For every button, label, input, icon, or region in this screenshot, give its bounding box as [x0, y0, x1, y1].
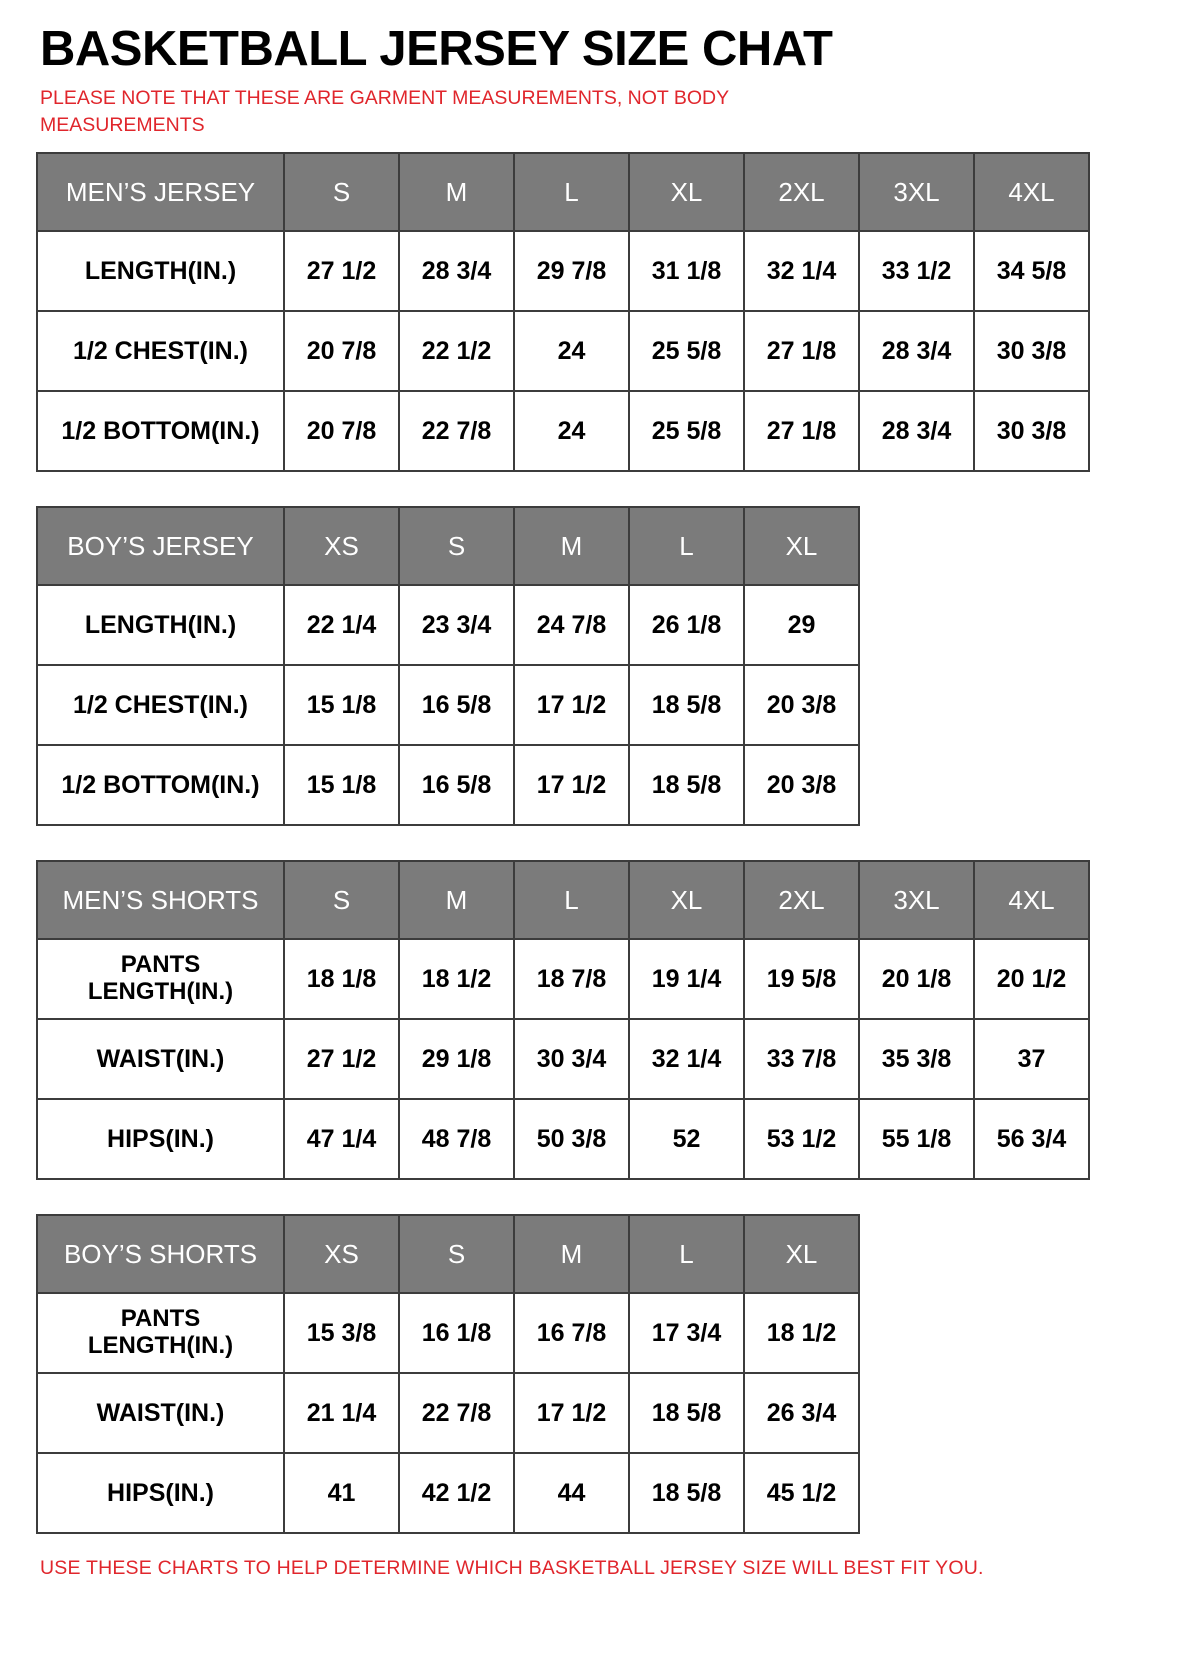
cell-pants-length-m: 16 7/8 — [514, 1293, 629, 1373]
cell-bottom-xl: 20 3/8 — [744, 745, 859, 825]
cell-length-l: 26 1/8 — [629, 585, 744, 665]
cell-waist-xl: 32 1/4 — [629, 1019, 744, 1099]
table-row — [37, 939, 1089, 1019]
cell-waist-s: 27 1/2 — [284, 1019, 399, 1099]
table-row — [37, 1293, 859, 1373]
cell-bottom-m: 17 1/2 — [514, 745, 629, 825]
cell-chest-s: 16 5/8 — [399, 665, 514, 745]
table-row — [37, 1019, 1089, 1099]
table-row — [37, 1373, 859, 1453]
header-size-m: M — [514, 507, 629, 585]
cell-bottom-s: 16 5/8 — [399, 745, 514, 825]
cell-bottom-xl: 25 5/8 — [629, 391, 744, 471]
cell-length-4xl: 34 5/8 — [974, 231, 1089, 311]
header-size-s: S — [399, 507, 514, 585]
cell-hips-4xl: 56 3/4 — [974, 1099, 1089, 1179]
table-boys-shorts — [36, 1214, 860, 1534]
cell-hips-2xl: 53 1/2 — [744, 1099, 859, 1179]
cell-chest-3xl: 28 3/4 — [859, 311, 974, 391]
cell-waist-2xl: 33 7/8 — [744, 1019, 859, 1099]
cell-hips-m: 44 — [514, 1453, 629, 1533]
row-label-half-bottom: 1/2 BOTTOM(IN.) — [37, 391, 284, 471]
table-header-row — [37, 507, 859, 585]
table-row — [37, 391, 1089, 471]
header-size-l: L — [514, 861, 629, 939]
cell-pants-length-3xl: 20 1/8 — [859, 939, 974, 1019]
cell-chest-2xl: 27 1/8 — [744, 311, 859, 391]
header-size-xs: XS — [284, 507, 399, 585]
cell-pants-length-l: 18 7/8 — [514, 939, 629, 1019]
table-header-row — [37, 1215, 859, 1293]
row-label-line1: PANTS — [120, 951, 201, 979]
cell-chest-l: 24 — [514, 311, 629, 391]
table-header-row — [37, 153, 1089, 231]
row-label-half-chest: 1/2 CHEST(IN.) — [37, 311, 284, 391]
cell-length-s: 23 3/4 — [399, 585, 514, 665]
cell-length-s: 27 1/2 — [284, 231, 399, 311]
cell-pants-length-l: 17 3/4 — [629, 1293, 744, 1373]
cell-bottom-l: 18 5/8 — [629, 745, 744, 825]
cell-hips-s: 47 1/4 — [284, 1099, 399, 1179]
cell-hips-l: 50 3/8 — [514, 1099, 629, 1179]
header-size-3xl: 3XL — [859, 861, 974, 939]
cell-bottom-xs: 15 1/8 — [284, 745, 399, 825]
cell-length-xl: 29 — [744, 585, 859, 665]
page-title: BASKETBALL JERSEY SIZE CHAT — [40, 22, 833, 76]
row-label-pants-length — [37, 939, 284, 1019]
header-size-s: S — [284, 861, 399, 939]
cell-hips-xl: 45 1/2 — [744, 1453, 859, 1533]
cell-hips-l: 18 5/8 — [629, 1453, 744, 1533]
row-label-waist: WAIST(IN.) — [37, 1373, 284, 1453]
row-label-hips: HIPS(IN.) — [37, 1099, 284, 1179]
measurement-note: PLEASE NOTE THAT THESE ARE GARMENT MEASUREMENTS, NOT BODY MEASUREMENTS — [40, 87, 729, 136]
table-row — [37, 585, 859, 665]
header-size-xl: XL — [629, 153, 744, 231]
header-boys-jersey: BOY’S JERSEY — [37, 507, 284, 585]
header-mens-shorts: MEN’S SHORTS — [37, 861, 284, 939]
header-size-s: S — [399, 1215, 514, 1293]
cell-pants-length-4xl: 20 1/2 — [974, 939, 1089, 1019]
cell-chest-s: 20 7/8 — [284, 311, 399, 391]
row-label-line2: LENGTH(IN.) — [87, 978, 234, 1006]
cell-waist-3xl: 35 3/8 — [859, 1019, 974, 1099]
cell-length-3xl: 33 1/2 — [859, 231, 974, 311]
row-label-length: LENGTH(IN.) — [37, 231, 284, 311]
cell-waist-l: 30 3/4 — [514, 1019, 629, 1099]
header-size-4xl: 4XL — [974, 153, 1089, 231]
cell-bottom-3xl: 28 3/4 — [859, 391, 974, 471]
cell-chest-xs: 15 1/8 — [284, 665, 399, 745]
header-boys-shorts: BOY’S SHORTS — [37, 1215, 284, 1293]
table-row — [37, 665, 859, 745]
header-size-s: S — [284, 153, 399, 231]
cell-pants-length-2xl: 19 5/8 — [744, 939, 859, 1019]
row-label-waist: WAIST(IN.) — [37, 1019, 284, 1099]
cell-bottom-4xl: 30 3/8 — [974, 391, 1089, 471]
row-label-length: LENGTH(IN.) — [37, 585, 284, 665]
header-size-2xl: 2XL — [744, 153, 859, 231]
cell-bottom-l: 24 — [514, 391, 629, 471]
table-mens-shorts — [36, 860, 1090, 1180]
cell-chest-4xl: 30 3/8 — [974, 311, 1089, 391]
row-label-half-bottom: 1/2 BOTTOM(IN.) — [37, 745, 284, 825]
cell-pants-length-s: 18 1/8 — [284, 939, 399, 1019]
table-boys-jersey — [36, 506, 860, 826]
table-row — [37, 1099, 1089, 1179]
cell-chest-l: 18 5/8 — [629, 665, 744, 745]
cell-hips-xl: 52 — [629, 1099, 744, 1179]
cell-length-xs: 22 1/4 — [284, 585, 399, 665]
cell-chest-xl: 25 5/8 — [629, 311, 744, 391]
cell-waist-s: 22 7/8 — [399, 1373, 514, 1453]
table-header-row — [37, 861, 1089, 939]
header-size-l: L — [629, 1215, 744, 1293]
table-row — [37, 1453, 859, 1533]
cell-chest-m: 17 1/2 — [514, 665, 629, 745]
cell-pants-length-xl: 19 1/4 — [629, 939, 744, 1019]
cell-pants-length-xl: 18 1/2 — [744, 1293, 859, 1373]
header-size-2xl: 2XL — [744, 861, 859, 939]
cell-waist-m: 17 1/2 — [514, 1373, 629, 1453]
table-mens-jersey — [36, 152, 1090, 472]
cell-length-2xl: 32 1/4 — [744, 231, 859, 311]
cell-chest-xl: 20 3/8 — [744, 665, 859, 745]
row-label-line2: LENGTH(IN.) — [87, 1332, 234, 1360]
cell-pants-length-s: 16 1/8 — [399, 1293, 514, 1373]
cell-hips-s: 42 1/2 — [399, 1453, 514, 1533]
cell-pants-length-xs: 15 3/8 — [284, 1293, 399, 1373]
header-size-xl: XL — [744, 1215, 859, 1293]
cell-pants-length-m: 18 1/2 — [399, 939, 514, 1019]
cell-length-m: 24 7/8 — [514, 585, 629, 665]
cell-hips-xs: 41 — [284, 1453, 399, 1533]
row-label-hips: HIPS(IN.) — [37, 1453, 284, 1533]
header-size-l: L — [514, 153, 629, 231]
header-size-m: M — [514, 1215, 629, 1293]
header-size-xl: XL — [629, 861, 744, 939]
header-size-m: M — [399, 861, 514, 939]
table-row — [37, 311, 1089, 391]
header-size-4xl: 4XL — [974, 861, 1089, 939]
cell-waist-xl: 26 3/4 — [744, 1373, 859, 1453]
cell-hips-m: 48 7/8 — [399, 1099, 514, 1179]
table-row — [37, 745, 859, 825]
header-mens-jersey: MEN’S JERSEY — [37, 153, 284, 231]
cell-bottom-s: 20 7/8 — [284, 391, 399, 471]
row-label-pants-length — [37, 1293, 284, 1373]
header-size-xl: XL — [744, 507, 859, 585]
footer-note: USE THESE CHARTS TO HELP DETERMINE WHICH BASKETBALL JERSEY SIZE WILL BEST FIT YOU. — [40, 1557, 984, 1580]
header-size-l: L — [629, 507, 744, 585]
cell-length-m: 28 3/4 — [399, 231, 514, 311]
cell-hips-3xl: 55 1/8 — [859, 1099, 974, 1179]
cell-waist-4xl: 37 — [974, 1019, 1089, 1099]
table-row — [37, 231, 1089, 311]
cell-bottom-m: 22 7/8 — [399, 391, 514, 471]
cell-waist-l: 18 5/8 — [629, 1373, 744, 1453]
cell-waist-xs: 21 1/4 — [284, 1373, 399, 1453]
cell-waist-m: 29 1/8 — [399, 1019, 514, 1099]
cell-length-xl: 31 1/8 — [629, 231, 744, 311]
header-size-xs: XS — [284, 1215, 399, 1293]
cell-bottom-2xl: 27 1/8 — [744, 391, 859, 471]
row-label-line1: PANTS — [120, 1305, 201, 1333]
cell-chest-m: 22 1/2 — [399, 311, 514, 391]
header-size-3xl: 3XL — [859, 153, 974, 231]
header-size-m: M — [399, 153, 514, 231]
cell-length-l: 29 7/8 — [514, 231, 629, 311]
row-label-half-chest: 1/2 CHEST(IN.) — [37, 665, 284, 745]
